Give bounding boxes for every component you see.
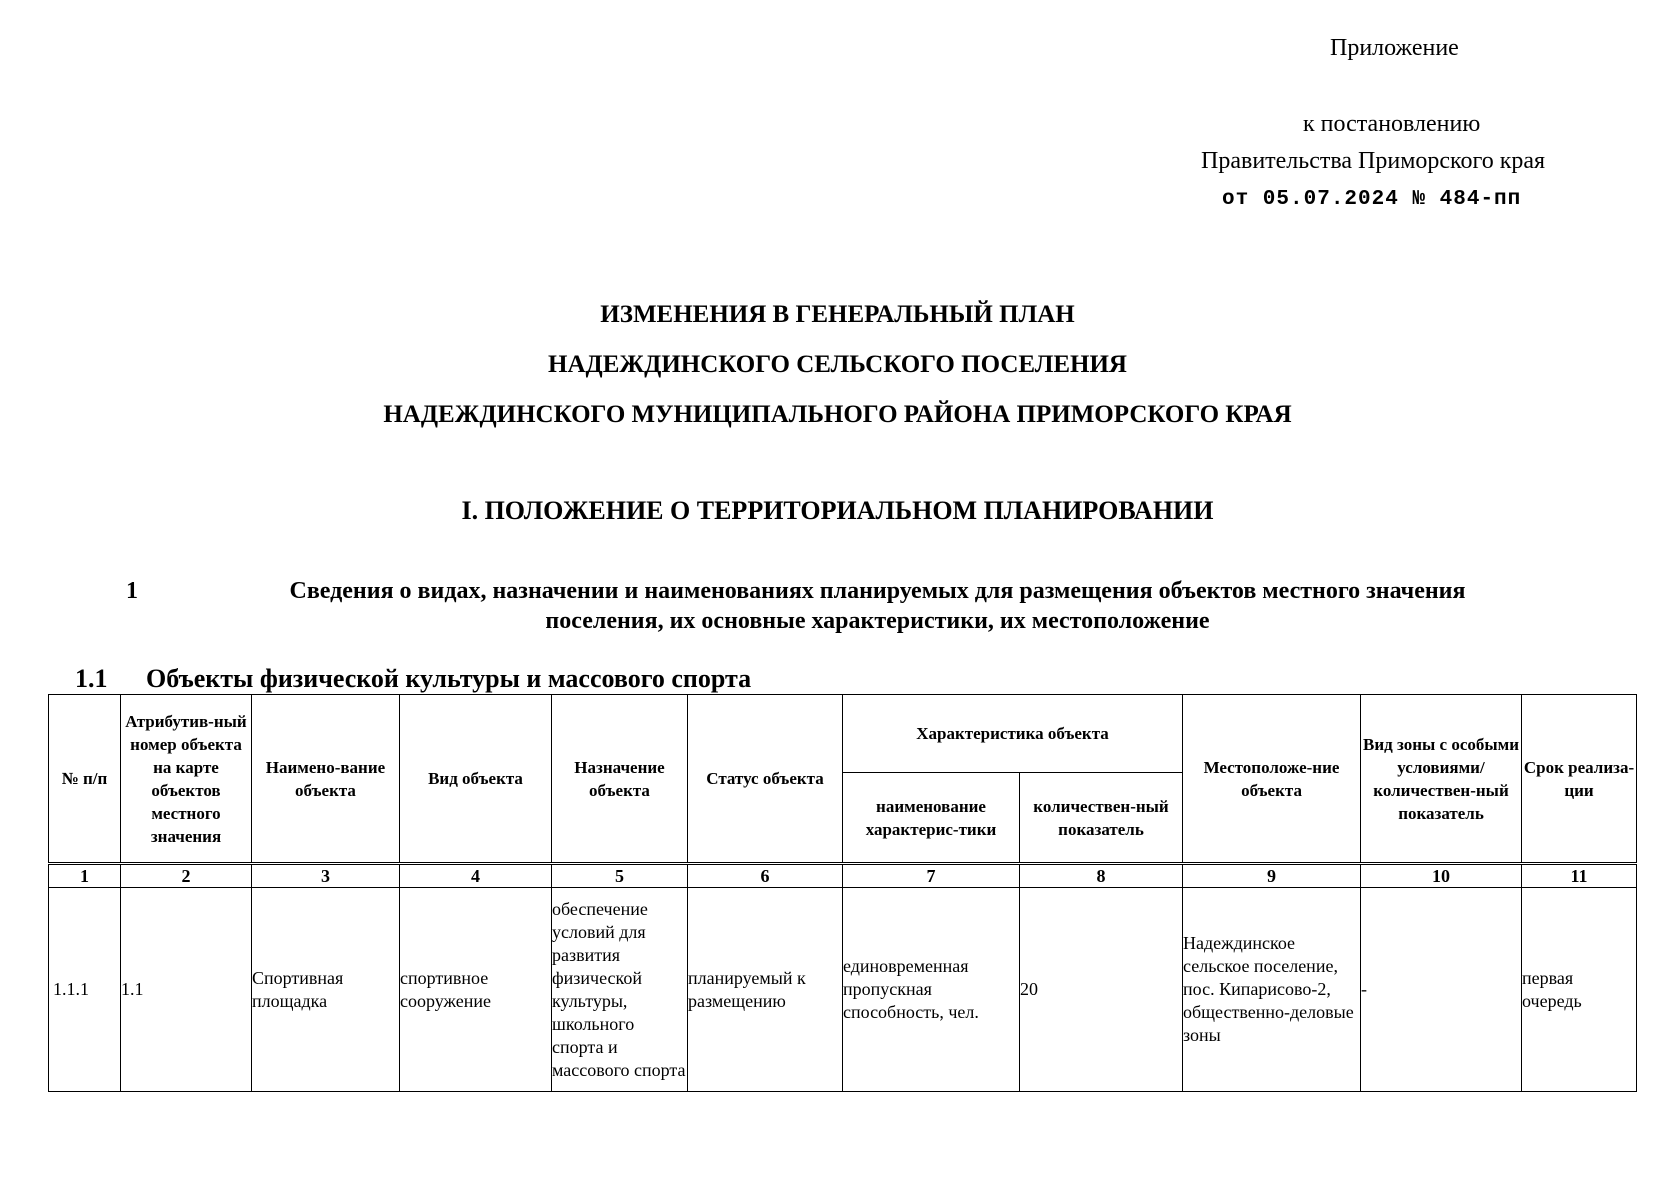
cell-characteristic-name: единовременная пропускная способность, чел.: [843, 888, 1020, 1092]
column-number-row: [49, 865, 1637, 888]
header-characteristic-value: количествен-ный показатель: [1020, 773, 1183, 863]
cell-attribute-number: 1.1: [121, 888, 252, 1092]
table-row: [49, 888, 1637, 1092]
objects-table: [48, 694, 1637, 1092]
cell-object-status: планируемый к размещению: [688, 888, 843, 1092]
column-number: 11: [1522, 865, 1637, 888]
subsubsection-number: 1.1: [75, 664, 108, 693]
cell-term: первая очередь: [1522, 888, 1637, 1092]
header-attribute-number: Атрибутив-ный номер объекта на карте объектов местного значения: [121, 695, 252, 863]
doc-title-line-1: ИЗМЕНЕНИЯ В ГЕНЕРАЛЬНЫЙ ПЛАН: [600, 301, 1075, 328]
section-title: I. ПОЛОЖЕНИЕ О ТЕРРИТОРИАЛЬНОМ ПЛАНИРОВАНИИ: [461, 496, 1214, 525]
header-object-purpose: Назначение объекта: [552, 695, 688, 863]
column-number: 8: [1020, 865, 1183, 888]
cell-object-kind: спортивное сооружение: [400, 888, 552, 1092]
annex-line-1: к постановлению: [1303, 111, 1481, 137]
column-number: 4: [400, 865, 552, 888]
header-zone: Вид зоны с особыми условиями/ количествен-ный показатель: [1361, 695, 1522, 863]
annex-title: Приложение: [1330, 35, 1459, 61]
cell-characteristic-value: 20: [1020, 888, 1183, 1092]
header-object-status: Статус объекта: [688, 695, 843, 863]
doc-title-line-2: НАДЕЖДИНСКОГО СЕЛЬСКОГО ПОСЕЛЕНИЯ: [548, 351, 1127, 378]
cell-num: 1.1.1: [49, 888, 121, 1092]
header-location: Местоположе-ние объекта: [1183, 695, 1361, 863]
subsection-title-line-1: Сведения о видах, назначении и наименованиях планируемых для размещения объектов местного значения: [289, 578, 1466, 604]
column-number: 6: [688, 865, 843, 888]
subsection-title-line-2: поселения, их основные характеристики, их местоположение: [545, 608, 1210, 634]
column-number: 5: [552, 865, 688, 888]
column-number: 3: [252, 865, 400, 888]
column-number: 1: [49, 865, 121, 888]
annex-line-2: Правительства Приморского края: [1201, 148, 1546, 174]
header-term: Срок реализа-ции: [1522, 695, 1637, 863]
column-number: 9: [1183, 865, 1361, 888]
subsection-number: 1: [126, 578, 138, 604]
cell-object-purpose: обеспечение условий для развития физической культуры, школьного спорта и массового спорта: [552, 888, 688, 1092]
column-number: 10: [1361, 865, 1522, 888]
annex-reference: от 05.07.2024 № 484-пп: [1222, 188, 1522, 211]
subsection-title: [180, 576, 1575, 636]
cell-object-name: Спортивная площадка: [252, 888, 400, 1092]
header-characteristic-name: наименование характерис-тики: [843, 773, 1020, 863]
header-num: № п/п: [49, 695, 121, 863]
subsubsection-title: Объекты физической культуры и массового спорта: [146, 664, 752, 693]
column-number: 7: [843, 865, 1020, 888]
cell-location: Надеждинское сельское поселение, пос. Кипарисово-2, общественно-деловые зоны: [1183, 888, 1361, 1092]
cell-zone: -: [1361, 888, 1522, 1092]
column-number: 2: [121, 865, 252, 888]
header-characteristics: Характеристика объекта: [843, 695, 1183, 773]
doc-title-line-3: НАДЕЖДИНСКОГО МУНИЦИПАЛЬНОГО РАЙОНА ПРИМОРСКОГО КРАЯ: [383, 401, 1292, 428]
header-object-kind: Вид объекта: [400, 695, 552, 863]
header-object-name: Наимено-вание объекта: [252, 695, 400, 863]
